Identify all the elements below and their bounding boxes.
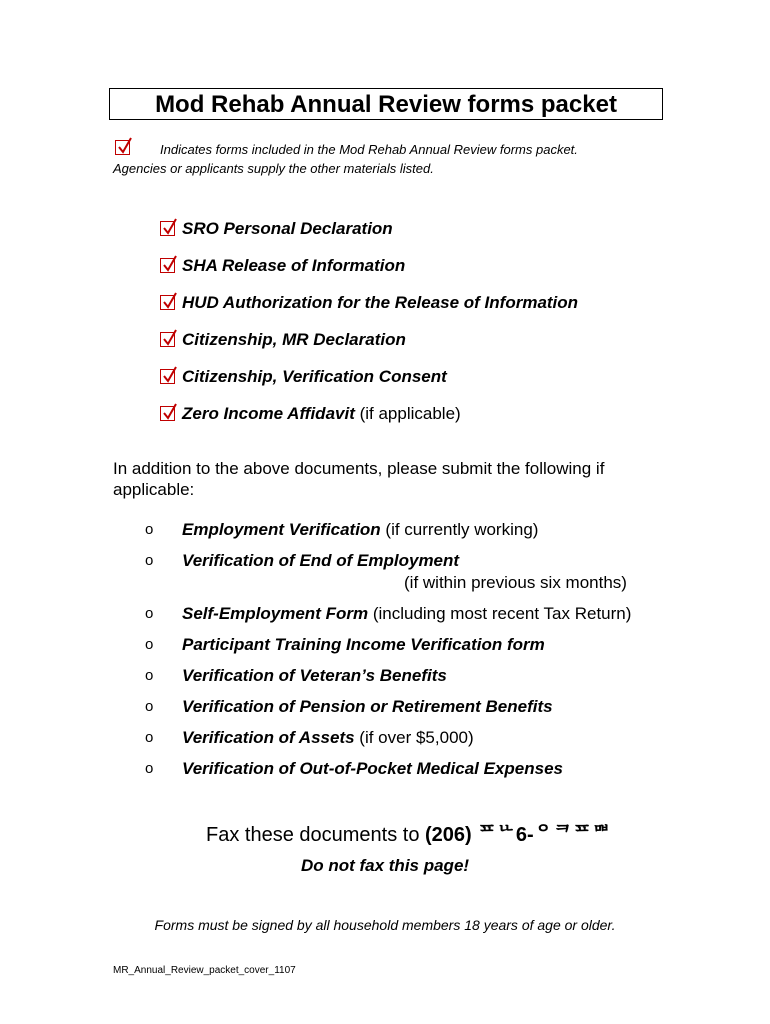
doc-name: Verification of Assets xyxy=(182,728,355,747)
doc-subnote: (if within previous six months) xyxy=(404,573,627,592)
additional-doc-item xyxy=(145,696,705,727)
additional-docs-list xyxy=(145,519,705,789)
included-form-item xyxy=(160,218,578,255)
legend xyxy=(113,140,673,178)
doc-note: (if over $5,000) xyxy=(354,728,474,747)
checkbox-checked-icon xyxy=(160,332,175,347)
form-name: Citizenship, MR Declaration xyxy=(182,330,406,349)
doc-name: Verification of Out-of-Pocket Medical Expenses xyxy=(182,759,564,778)
bullet-circle-icon: o xyxy=(145,760,154,777)
additional-doc-item xyxy=(145,519,705,550)
included-form-item xyxy=(160,329,578,366)
included-form-item xyxy=(160,255,578,292)
checkbox-checked-icon xyxy=(115,140,130,155)
bullet-circle-icon: o xyxy=(145,521,154,538)
included-form-item xyxy=(160,366,578,403)
included-form-item xyxy=(160,403,578,440)
doc-name: Verification of Pension or Retirement Benefits xyxy=(182,697,553,716)
included-form-item xyxy=(160,292,578,329)
bullet-circle-icon: o xyxy=(145,729,154,746)
form-name: Zero Income Affidavit xyxy=(182,404,355,423)
additional-intro: In addition to the above documents, please submit the following if applicable: xyxy=(113,459,605,499)
page-title: Mod Rehab Annual Review forms packet xyxy=(109,88,663,120)
bullet-circle-icon: o xyxy=(145,636,154,653)
form-name: SRO Personal Declaration xyxy=(182,219,393,238)
form-note: (if applicable) xyxy=(354,404,461,423)
bullet-circle-icon: o xyxy=(145,667,154,684)
additional-doc-item xyxy=(145,550,705,603)
checkbox-checked-icon xyxy=(160,369,175,384)
checkbox-checked-icon xyxy=(160,406,175,421)
doc-name: Verification of End of Employment xyxy=(182,551,460,570)
doc-name: Self-Employment Form xyxy=(182,604,369,623)
fax-number: (206) ᄑᄔ6-ᄋᄏᄑᄜ xyxy=(425,824,611,846)
additional-doc-item xyxy=(145,603,705,634)
footer-code: MR_Annual_Review_packet_cover_1107 xyxy=(113,965,296,976)
no-fax-warning: Do not fax this page! xyxy=(300,856,470,875)
doc-note: (if currently working) xyxy=(380,520,539,539)
doc-note: (including most recent Tax Return) xyxy=(368,604,632,623)
fax-prefix: Fax these documents to xyxy=(206,824,426,846)
checkbox-checked-icon xyxy=(160,295,175,310)
legend-line-1: Indicates forms included in the Mod Rehab Annual Review forms packet. xyxy=(160,142,578,157)
bullet-circle-icon: o xyxy=(145,605,154,622)
bullet-circle-icon: o xyxy=(145,552,154,569)
checkbox-checked-icon xyxy=(160,221,175,236)
fax-instruction xyxy=(206,818,611,847)
checkbox-checked-icon xyxy=(160,258,175,273)
additional-doc-item xyxy=(145,758,705,789)
legend-line-2: Agencies or applicants supply the other materials listed. xyxy=(113,161,434,176)
signature-note: Forms must be signed by all household members 18 years of age or older. xyxy=(154,917,616,933)
doc-name: Employment Verification xyxy=(182,520,381,539)
additional-doc-item xyxy=(145,665,705,696)
doc-name: Verification of Veteran’s Benefits xyxy=(182,666,447,685)
form-name: SHA Release of Information xyxy=(182,256,406,275)
additional-doc-item xyxy=(145,634,705,665)
form-name: HUD Authorization for the Release of Information xyxy=(182,293,579,312)
included-forms-list xyxy=(160,218,578,440)
bullet-circle-icon: o xyxy=(145,698,154,715)
doc-name: Participant Training Income Verification form xyxy=(182,635,545,654)
form-name: Citizenship, Verification Consent xyxy=(182,367,447,386)
additional-doc-item xyxy=(145,727,705,758)
